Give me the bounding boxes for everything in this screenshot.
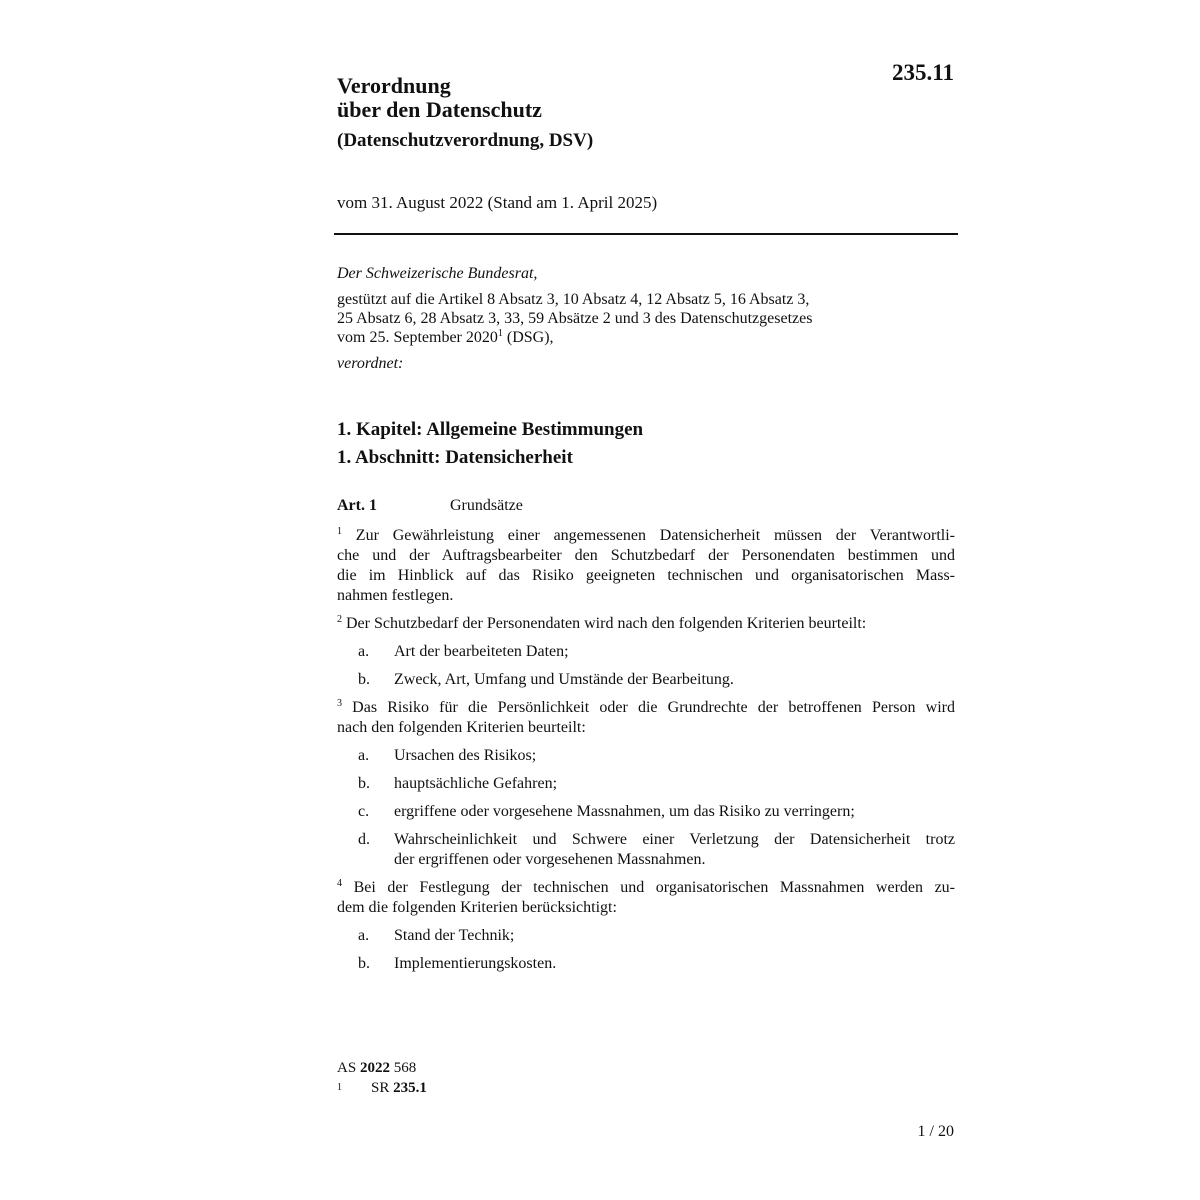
preamble-decree: verordnet: — [337, 355, 404, 372]
criteria-list — [337, 642, 955, 690]
list-item — [337, 954, 955, 974]
preamble — [337, 264, 957, 373]
criteria-list — [337, 926, 955, 974]
list-text — [394, 830, 955, 870]
list-item — [337, 774, 955, 794]
paragraph-text: Bei der Festlegung der technischen und organisatorischen Massnahmen werden zu- — [342, 879, 955, 896]
footnote-mark: 1 — [337, 1082, 342, 1093]
list-letter: a. — [358, 927, 370, 944]
list-text: Stand der Technik; — [394, 927, 515, 944]
basis-text: (DSG), — [502, 329, 554, 346]
paragraph-line — [337, 614, 955, 634]
list-item — [337, 642, 955, 662]
paragraph-number: 2 — [337, 614, 342, 625]
list-line: Wahrscheinlichkeit und Schwere einer Verletzung der Datensicherheit trotz — [394, 831, 955, 848]
footnote-ref[interactable]: 1 — [497, 328, 503, 339]
paragraph-4 — [337, 878, 955, 918]
paragraph-number: 3 — [337, 698, 342, 709]
paragraph-1 — [337, 526, 955, 606]
footnote-prefix: SR — [371, 1080, 394, 1096]
paragraph-number: 4 — [337, 878, 342, 889]
list-letter: b. — [358, 775, 370, 792]
header-divider — [334, 233, 958, 235]
chapter-heading: 1. Kapitel: Allgemeine Bestimmungen — [337, 419, 644, 440]
paragraph-text: Zur Gewährleistung einer angemessenen Datensicherheit müssen der Verantwortli- — [342, 527, 955, 544]
paragraph-line — [337, 526, 955, 546]
list-text: Ursachen des Risikos; — [394, 747, 537, 764]
preamble-authority: Der Schweizerische Bundesrat, — [337, 265, 538, 282]
preamble-basis — [337, 290, 957, 347]
footnote-1 — [337, 1078, 427, 1098]
list-line: der ergriffenen oder vorgesehenen Massnahmen. — [394, 851, 706, 868]
paragraph-line — [337, 878, 955, 898]
list-text: Implementierungskosten. — [394, 955, 557, 972]
basis-line: gestützt auf die Artikel 8 Absatz 3, 10 Absatz 4, 12 Absatz 5, 16 Absatz 3, — [337, 291, 810, 308]
paragraph-number: 1 — [337, 526, 342, 537]
article-title: Grundsätze — [450, 497, 523, 514]
document-title — [337, 74, 542, 122]
footnote-sr-number: 235.1 — [393, 1080, 427, 1096]
list-item — [337, 830, 955, 870]
list-text: Art der bearbeiteten Daten; — [394, 643, 569, 660]
footnote-text[interactable] — [371, 1078, 427, 1098]
paragraph-line: che und der Auftragsbearbeiter den Schutzbedarf der Personendaten bestimmen und — [337, 547, 955, 564]
list-text: Zweck, Art, Umfang und Umstände der Bearbeitung. — [394, 671, 734, 688]
list-letter: a. — [358, 643, 370, 660]
official-collection-ref — [337, 1058, 427, 1078]
list-letter: a. — [358, 747, 370, 764]
basis-text: vom 25. September 2020 — [337, 329, 498, 346]
article-body — [337, 526, 955, 982]
list-item — [337, 670, 955, 690]
list-letter: b. — [358, 955, 370, 972]
date-line: vom 31. August 2022 (Stand am 1. April 2025) — [337, 193, 658, 212]
paragraph-line: die im Hinblick auf das Risiko geeigneten technischen und organisatorischen Mass- — [337, 567, 955, 584]
as-year: 2022 — [359, 1060, 390, 1076]
title-line: Verordnung — [337, 73, 451, 98]
article-heading — [337, 497, 523, 515]
title-line: über den Datenschutz — [337, 97, 542, 122]
list-letter: d. — [358, 831, 370, 848]
paragraph-line: dem die folgenden Kriterien berücksichtigt: — [337, 899, 617, 916]
paragraph-text: Der Schutzbedarf der Personendaten wird nach den folgenden Kriterien beurteilt: — [342, 615, 867, 632]
paragraph-text: Das Risiko für die Persönlichkeit oder die Grundrechte der betroffenen Person wird — [342, 699, 955, 716]
page-number: 1 / 20 — [917, 1123, 954, 1140]
list-letter: c. — [358, 803, 370, 820]
list-item — [337, 802, 955, 822]
paragraph-2 — [337, 614, 955, 634]
basis-line: 25 Absatz 6, 28 Absatz 3, 33, 59 Absätze 2 und 3 des Datenschutzgesetzes — [337, 310, 813, 327]
list-item — [337, 926, 955, 946]
criteria-list — [337, 746, 955, 870]
basis-line — [337, 328, 957, 347]
list-text: hauptsächliche Gefahren; — [394, 775, 558, 792]
sr-number: 235.11 — [892, 60, 954, 85]
paragraph-3 — [337, 698, 955, 738]
list-item — [337, 746, 955, 766]
as-prefix: AS — [337, 1060, 360, 1076]
list-text: ergriffene oder vorgesehene Massnahmen, um das Risiko zu verringern; — [394, 803, 855, 820]
article-label: Art. 1 — [337, 497, 377, 514]
list-letter: b. — [358, 671, 370, 688]
paragraph-line: nahmen festlegen. — [337, 587, 454, 604]
footnotes — [337, 1058, 427, 1098]
short-title: (Datenschutzverordnung, DSV) — [337, 130, 594, 151]
paragraph-line — [337, 698, 955, 718]
as-page: 568 — [389, 1060, 417, 1076]
section-heading: 1. Abschnitt: Datensicherheit — [337, 447, 573, 468]
paragraph-line: nach den folgenden Kriterien beurteilt: — [337, 719, 586, 736]
